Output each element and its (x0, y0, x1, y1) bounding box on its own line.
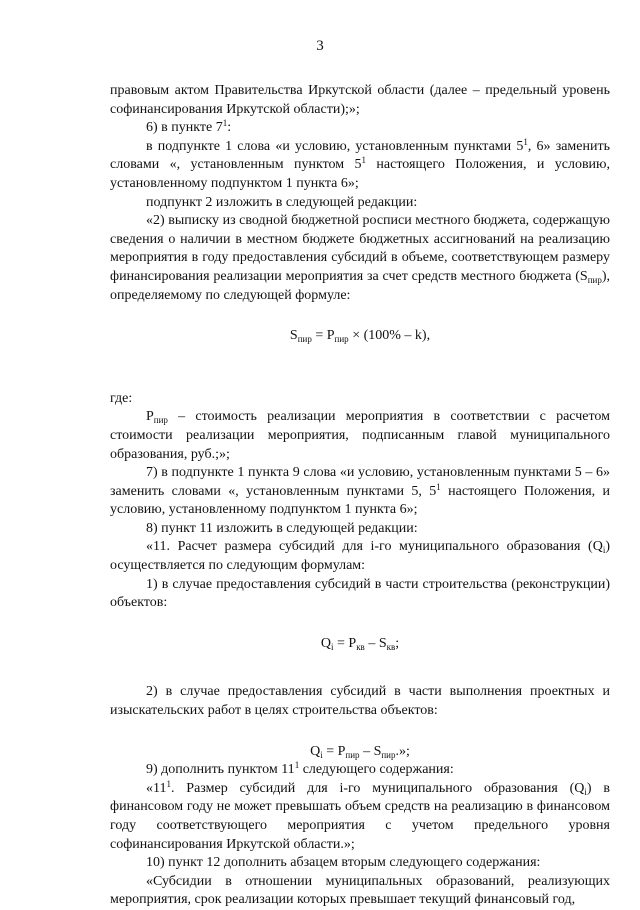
paragraph-quote-11-1: «$11^1$. Размер субсидий для i-го муниципального образования $(Q_i)$ в финансовом году не может превышать объем средств на реализацию в финансовом году соответствующего мероприятия с учетом предельного уровня софинансирования Иркутской области.»; (110, 778, 610, 852)
paragraph-quote-2: «2) выписку из сводной бюджетной росписи местного бюджета, содержащую сведения о наличии в местном бюджете бюджетных ассигнований на реализацию мероприятия в году предоставления субсидий в объеме, соответствующем размеру финансирования реализации мероприятия за счет средств местного бюджета $(S_{пир})$, определяемому по следующей формуле: (110, 213, 610, 303)
paragraph-item-7: 7) в подпункте 1 пункта 9 слова «и условию, установленным пунктами 5 – 6» заменить словами «, установленным пунктами 5, $5^1$ настоящего Положения, и условию, установленному подпунктом 1 пункта 6»; (110, 465, 610, 518)
formula-qi-design: $Q_i = P_{пир} - S_{пир}$.»; (310, 743, 410, 760)
paragraph-item-8: 8) пункт 11 изложить в следующей редакции: (146, 520, 418, 536)
formula-qi-construction: $Q_i = P_{кв} - S_{кв}$; (320, 635, 400, 652)
formula-spir: $S_{пир} = P_{пир} \times (100\% - k)$, (289, 328, 431, 345)
paragraph-case-2: 2) в случае предоставления субсидий в части выполнения проектных и изыскательских работ в целях строительства объектов: (110, 684, 610, 719)
page-number: 3 (316, 38, 324, 54)
paragraph-ppir-definition: $P_{пир}$ – стоимость реализации мероприятия в соответствии с расчетом стоимости реализации мероприятия, подписанным главой муниципального образования, руб.;»; (110, 409, 610, 462)
paragraph-quote-11: «11. Расчет размера субсидий для i-го муниципального образования $(Q_i)$ осуществляется по следующим формулам: (110, 539, 610, 574)
paragraph-item-6: 6) в пункте $7^1$: (146, 118, 232, 136)
document-body (110, 82, 610, 910)
paragraph-subitem-2: подпункт 2 изложить в следующей редакции: (146, 194, 418, 210)
paragraph-where: где: (110, 390, 133, 406)
paragraph-quote-subsidies: «Субсидии в отношении муниципальных образований, реализующих мероприятия, срок реализации которых превышает текущий финансовый год, (110, 873, 610, 908)
paragraph-item-10: 10) пункт 12 дополнить абзацем вторым следующего содержания: (146, 855, 541, 871)
paragraph-subitem-1: в подпункте 1 слова «и условию, установленным пунктами $5^1$, 6» заменить словами «, установленным пунктом $5^1$ настоящего Положения, и условию, установленному подпунктом 1 пункта 6»; (110, 136, 611, 191)
paragraph-continuation: правовым актом Правительства Иркутской области (далее – предельный уровень софинансирования Иркутской области);»; (110, 83, 610, 117)
paragraph-case-1: 1) в случае предоставления субсидий в части строительства (реконструкции) объектов: (110, 576, 610, 611)
paragraph-item-9: 9) дополнить пунктом $11^1$ следующего содержания: (146, 760, 454, 778)
